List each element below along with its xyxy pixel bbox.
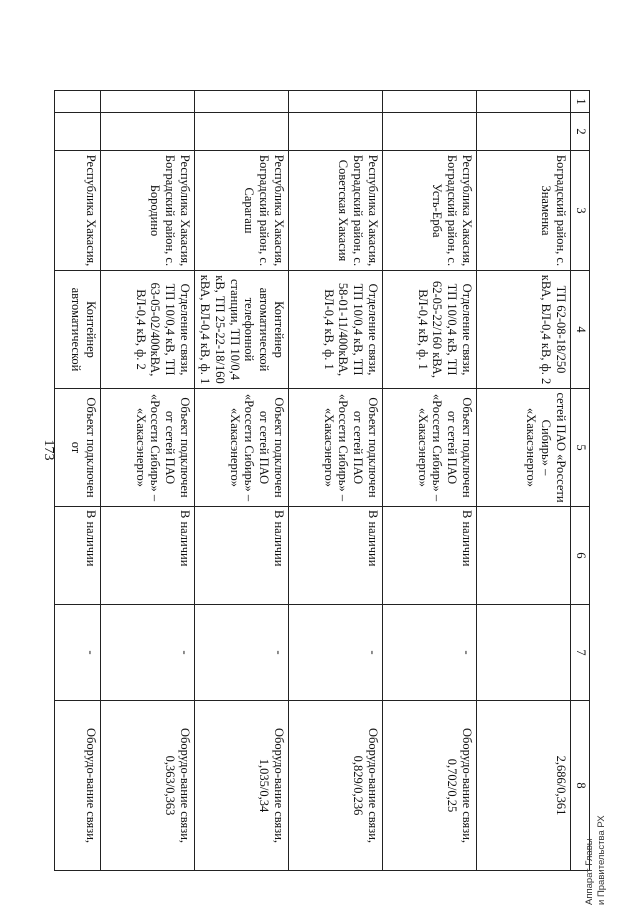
cell-equipment: 2,686/0,361	[477, 701, 571, 871]
cell-number	[289, 91, 383, 113]
cell-facility: Отделение связи, ТП 10/0,4 кВ, ТП 63-05-02/400кВА, ВЛ-0,4 кВ, ф. 2	[101, 271, 195, 389]
cell-number	[55, 91, 101, 113]
cell-location: Республика Хакасия,	[55, 151, 101, 271]
cell-location: Республика Хакасия, Боградский район, с. Бородино	[101, 151, 195, 271]
table-row	[195, 91, 289, 871]
column-header: 5	[571, 389, 590, 507]
rotated-table-container	[69, 90, 590, 870]
cell-number	[477, 91, 571, 113]
cell-equipment: Оборудо-вание связи, 0,829/0,236	[289, 701, 383, 871]
cell-power-source: Объект подключен от сетей ПАО «Россети Сибирь» – «Хакасэнерго»	[195, 389, 289, 507]
cell-power-source: Объект подключен от сетей ПАО «Россети Сибирь» – «Хакасэнерго»	[383, 389, 477, 507]
cell-equipment: Оборудо-вание связи,	[55, 701, 101, 871]
cell-availability: В наличии	[289, 507, 383, 605]
cell-equipment: Оборудо-вание связи, 0,702/0,25	[383, 701, 477, 871]
cell-power-source: сетей ПАО «Россети Сибирь» – «Хакасэнерго»	[477, 389, 571, 507]
cell-equipment: Оборудо-вание связи, 1,035/0,34	[195, 701, 289, 871]
table-row	[55, 91, 101, 871]
cell-facility: ТП 62-08-18/250 кВА, ВЛ-0,4 кВ, ф. 2	[477, 271, 571, 389]
table-row	[477, 91, 571, 871]
footer-line: Аппарат Главы	[584, 838, 595, 905]
cell-availability	[477, 507, 571, 605]
cell-availability: В наличии	[55, 507, 101, 605]
cell-facility: Контейнер автоматической	[55, 271, 101, 389]
column-header: 3	[571, 151, 590, 271]
cell-location: Республика Хакасия, Боградский район, с. Советская Хакасия	[289, 151, 383, 271]
cell-name	[289, 113, 383, 151]
table-row	[101, 91, 195, 871]
cell-location: Республика Хакасия, Боградский район, с. Сарагаш	[195, 151, 289, 271]
column-header: 6	[571, 507, 590, 605]
cell-number	[101, 91, 195, 113]
footer-stamp	[584, 815, 608, 905]
cell-availability: В наличии	[101, 507, 195, 605]
cell-location: Боградский район, с. Знаменка	[477, 151, 571, 271]
document-table	[54, 90, 590, 871]
table-row	[289, 91, 383, 871]
cell-power-source: Объект подключен от сетей ПАО «Россети Сибирь» – «Хакасэнерго»	[101, 389, 195, 507]
cell-col7	[477, 605, 571, 701]
cell-name	[55, 113, 101, 151]
cell-availability: В наличии	[195, 507, 289, 605]
footer-line: и Правительства РХ	[595, 815, 607, 905]
column-header: 7	[571, 605, 590, 701]
table-header-row	[571, 91, 590, 871]
column-header: 1	[571, 91, 590, 113]
cell-col7: -	[383, 605, 477, 701]
cell-name	[477, 113, 571, 151]
cell-name	[101, 113, 195, 151]
cell-name	[383, 113, 477, 151]
cell-col7: -	[55, 605, 101, 701]
table-row	[383, 91, 477, 871]
column-header: 4	[571, 271, 590, 389]
cell-availability: В наличии	[383, 507, 477, 605]
column-header: 2	[571, 113, 590, 151]
cell-col7: -	[195, 605, 289, 701]
cell-facility: Отделение связи, ТП 10/0,4 кВ, ТП 62-05-22/160 кВА, ВЛ-0,4 кВ, ф. 1	[383, 271, 477, 389]
page-number: 173	[41, 439, 56, 461]
cell-power-source: Объект подключен от сетей ПАО «Россети Сибирь» – «Хакасэнерго»	[289, 389, 383, 507]
column-header: 8	[571, 701, 590, 871]
cell-col7: -	[101, 605, 195, 701]
cell-power-source: Объект подключен от	[55, 389, 101, 507]
cell-equipment: Оборудо-вание связи, 0,363/0,363	[101, 701, 195, 871]
cell-number	[195, 91, 289, 113]
cell-location: Республика Хакасия, Боградский район, с. Усть-Ерба	[383, 151, 477, 271]
cell-facility: Контейнер автоматической телефонной станции, ТП 10/0,4 кВ, ТП 25-22-18/160 кВА, ВЛ-0,4 кВ, ф. 1	[195, 271, 289, 389]
cell-name	[195, 113, 289, 151]
cell-number	[383, 91, 477, 113]
document-table-area	[69, 90, 590, 870]
cell-facility: Отделение связи, ТП 10/0,4 кВ, ТП 58-01-11/400кВА, ВЛ-0,4 кВ, ф. 1	[289, 271, 383, 389]
cell-col7: -	[289, 605, 383, 701]
